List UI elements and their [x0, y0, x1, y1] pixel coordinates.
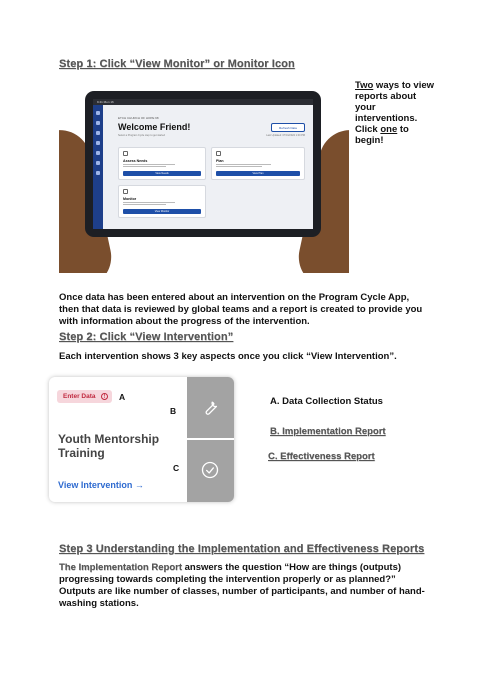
org-name: ETCH CHURCH OF HOPE 98: [118, 116, 159, 120]
marker-b: B: [170, 406, 177, 416]
side-navigation: [93, 105, 103, 229]
monitor-nav-icon[interactable]: [96, 141, 100, 145]
assess-icon: [123, 151, 128, 156]
check-circle-icon: [200, 460, 220, 480]
refresh-button[interactable]: Refresh Data: [271, 123, 305, 132]
card-title: Monitor: [123, 197, 137, 201]
plan-icon: [216, 151, 221, 156]
step1-heading: Step 1: Click “View Monitor” or Monitor Icon: [59, 58, 295, 70]
step3-body: answers the question “How are things (outputs) progressing towards completing the intervention properly or as planned?” Outputs are like number of classes, number of participants, and number of hand-washing stations.: [59, 562, 425, 609]
legend-effectiveness: C. Effectiveness Report: [268, 451, 375, 462]
legend-data-collection: A. Data Collection Status: [270, 396, 383, 407]
marker-c: C: [173, 463, 180, 473]
step2-heading: Step 2: Click “View Intervention”: [59, 331, 234, 343]
side-note-two: Two: [355, 80, 374, 91]
tablet-device: [85, 91, 321, 237]
card-title: Assess Needs: [123, 159, 148, 163]
wrench-icon: [200, 397, 220, 417]
intervention-title: Youth Mentorship Training: [58, 432, 160, 460]
side-note-one: one: [380, 124, 398, 135]
side-note-text-1: ways to view reports about your interventions. Click: [355, 80, 435, 135]
effectiveness-report-tile[interactable]: [187, 440, 234, 502]
nav-icon[interactable]: [96, 151, 100, 155]
link-label: View Intervention: [58, 480, 133, 490]
plan-card: [211, 147, 305, 180]
monitor-card: [118, 185, 206, 218]
step3-heading: Step 3 Understanding the Implementation and Effectiveness Reports: [59, 543, 425, 555]
nav-icon[interactable]: [96, 131, 100, 135]
arrow-right-icon: →: [134, 480, 144, 490]
enter-data-badge[interactable]: [57, 390, 112, 403]
step1-paragraph: Once data has been entered about an intervention on the Program Cycle App, then that data is reviewed by global teams and a report is created to provide you with information about the progress of the intervention.: [59, 292, 423, 327]
side-note-text-2: to begin!: [355, 124, 409, 146]
monitor-icon: [123, 189, 128, 194]
implementation-report-term: The Implementation Report: [59, 562, 182, 573]
view-plan-button[interactable]: View Plan: [216, 171, 300, 176]
view-needs-button[interactable]: View Needs: [123, 171, 201, 176]
nav-icon[interactable]: [96, 161, 100, 165]
nav-icon[interactable]: [96, 171, 100, 175]
app-screen: [93, 99, 313, 229]
intervention-card[interactable]: [49, 377, 234, 502]
tablet-illustration: [59, 79, 349, 273]
step2-paragraph: Each intervention shows 3 key aspects once you click “View Intervention”.: [59, 351, 397, 362]
view-intervention-link[interactable]: [58, 480, 144, 490]
nav-icon[interactable]: [96, 121, 100, 125]
step3-paragraph: [59, 562, 431, 610]
implementation-report-tile[interactable]: [187, 377, 234, 438]
side-note: [355, 80, 435, 146]
status-bar: 9:41 Mon 16: [93, 99, 313, 105]
alert-icon: !: [101, 393, 108, 400]
welcome-subtitle: Select a Program Cycle step to get started: [118, 134, 165, 137]
badge-label: Enter Data: [63, 393, 96, 400]
view-monitor-button[interactable]: View Monitor: [123, 209, 201, 214]
legend-implementation: B. Implementation Report: [270, 426, 386, 437]
nav-icon[interactable]: [96, 111, 100, 115]
assess-needs-card: [118, 147, 206, 180]
welcome-title: Welcome Friend!: [118, 122, 191, 132]
card-title: Plan: [216, 159, 224, 163]
last-updated: Last Updated: 07/01/2022 1:00 PM: [266, 134, 305, 137]
marker-a: A: [119, 392, 126, 402]
